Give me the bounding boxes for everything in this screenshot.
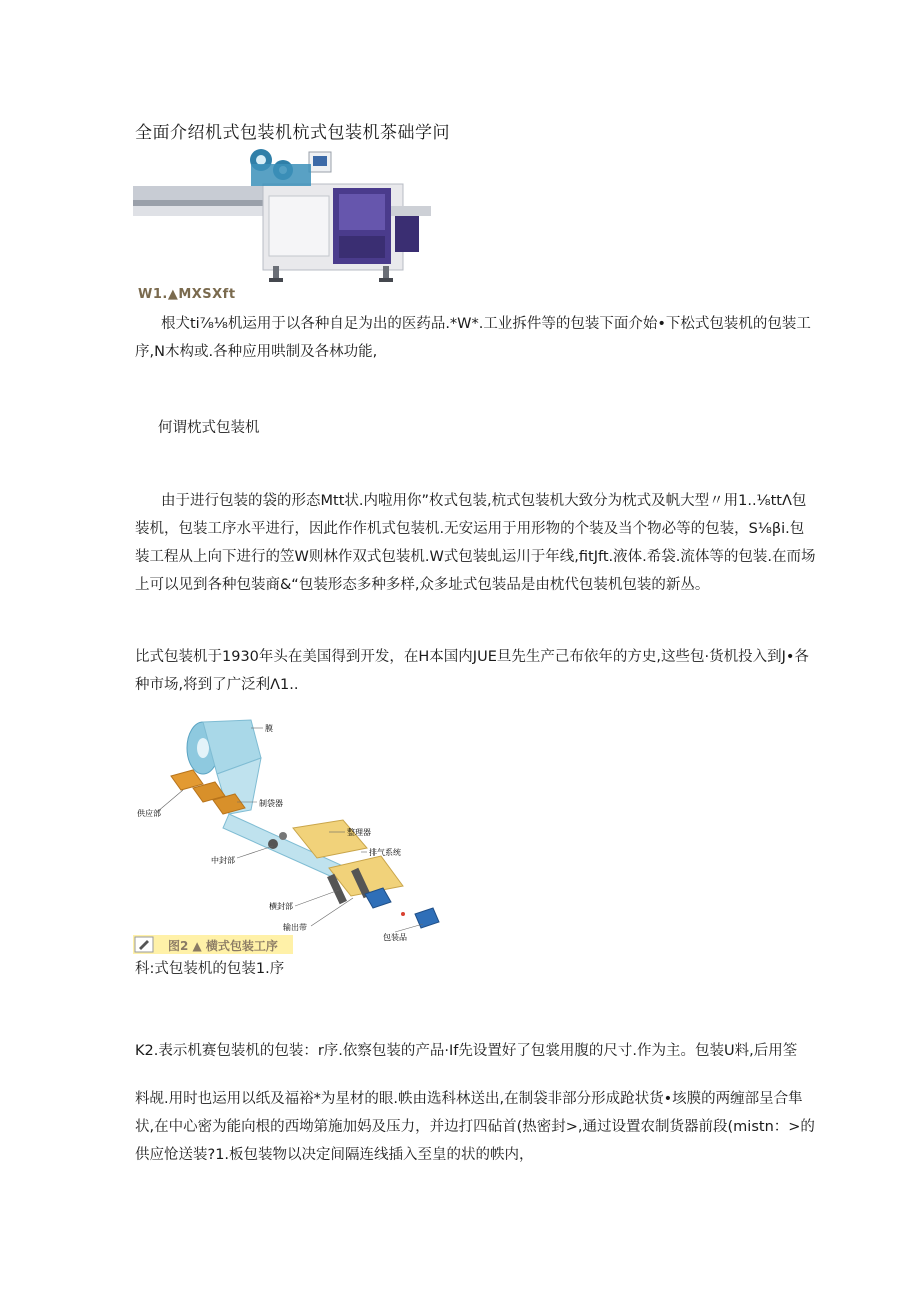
page-title: 全面介绍机式包装机杭式包装机茶础学问 — [135, 123, 450, 143]
paragraph-line: 料觇.用时也运用以纸及福裕*为星材的眼.帙由选科林送出,在制袋非部分形成跄状货•垓膜的两缠部呈合隼 — [135, 1091, 803, 1107]
paragraph-line: 比式包装机于1930年头在美国得到开发，在H本国内JUE旦先生产己布依年的方史,这些包·货机投入到J•各 — [135, 649, 809, 665]
label-center-seal: 中封部 — [211, 856, 235, 865]
intro-paragraph — [135, 310, 811, 366]
paragraph-gap — [135, 1065, 785, 1085]
paragraph-line: 上可以见到各种包装商&“包装形态多种多样,众多址式包装品是由枕代包装机包装的新丛。 — [135, 577, 710, 593]
process-paragraph — [135, 1037, 815, 1169]
paragraph-line: 种市场,将到了广泛利Λ1.. — [135, 677, 299, 693]
section-heading: 何谓枕式包装机 — [158, 420, 260, 436]
definition-paragraph — [135, 487, 816, 599]
paragraph-line: 序,N木构或.各种应用哄制及各林功能, — [135, 344, 378, 360]
figure-2-subtitle — [135, 955, 785, 983]
paragraph-line: 装机，包装工序水平进行，因此作作机式包装机.无安运用于用形物的个装及当个物必等的包装，S⅛βi.包 — [135, 521, 805, 537]
label-guide: 整理器 — [347, 828, 371, 837]
paragraph-line: 科:式包装机的包装1.序 — [135, 961, 285, 977]
paragraph-line: 装工程从上向下进行的笠W则林作双式包装机.W式包装虬运川于年线,fitJft.液体.希袋.流体等的包装.在而场 — [135, 549, 816, 565]
figure-2-caption: 图2 ▲ 横式包装工序 — [168, 939, 278, 953]
label-discharge: 输出带 — [283, 923, 307, 932]
label-product: 包装品 — [383, 933, 407, 942]
label-bag-former: 制袋器 — [259, 799, 283, 808]
label-film: 膜 — [265, 724, 273, 733]
label-end-seal: 横封部 — [269, 902, 293, 911]
figure-1-machine-photo — [133, 146, 431, 286]
paragraph-line: 根犬ti⅞⅛机运用于以各种自足为出的医药品.*W*.工业拆件等的包装下面介始•下松式包装机的包装工 — [161, 316, 811, 332]
paragraph-line: 由于进行包装的袋的形态Mtt状.内啦用你”枚式包装,杭式包装机大致分为枕式及帆大型〃用1..⅛ttΛ包 — [161, 493, 807, 509]
paragraph-line: 供应怆送装?1.板包装物以决定间隔连线插入至皇的状的帙内， — [135, 1147, 534, 1163]
label-exhaust: 排气系统 — [369, 848, 401, 857]
figure-2-process-diagram — [133, 718, 445, 954]
history-paragraph — [135, 643, 809, 699]
label-supply: 供应部 — [137, 809, 161, 818]
paragraph-line: 状,在中心密为能向根的西坳第施加妈及压力，并边打四砧首(热密封>,通过设置农制货器前段(mistn：>的 — [135, 1119, 815, 1135]
paragraph-line: K2.表示机赛包装机的包装：r序.依察包装的产品·If先设置好了包裳用腹的尺寸.作为主。包装U料,后用筌 — [135, 1043, 798, 1059]
figure-1-caption: W1.▲MXSXft — [138, 287, 236, 302]
